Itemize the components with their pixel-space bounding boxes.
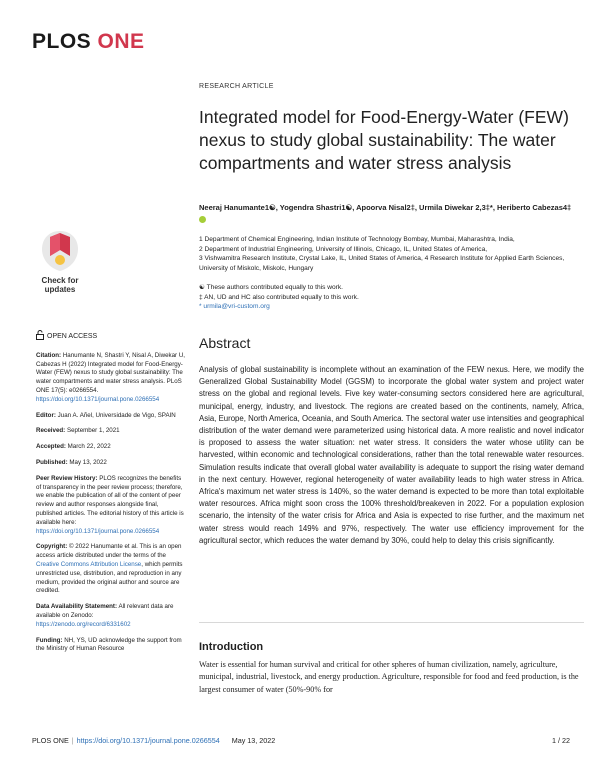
footer-left: PLOS ONE | https://doi.org/10.1371/journal.pone.0266554 May 13, 2022 (32, 736, 276, 745)
footer-doi-link[interactable]: https://doi.org/10.1371/journal.pone.0266554 (76, 736, 220, 745)
published-block (36, 459, 186, 468)
note-equal-contribution: ☯ These authors contributed equally to this work. (199, 284, 343, 291)
author-names: Neeraj Hanumante1☯, Yogendra Shastri1☯, Apoorva Nisal2‡, Urmila Diwekar 2,3‡*, Heriberto Cabezas4‡ (199, 203, 572, 212)
article-title: Integrated model for Food-Energy-Water (FEW) nexus to study global sustainability: The water compartments and water stress analysis (199, 107, 569, 173)
abstract-heading: Abstract (199, 335, 251, 351)
received-date: September 1, 2021 (66, 427, 120, 435)
orcid-icon[interactable] (199, 216, 206, 223)
footer-journal: PLOS ONE (32, 736, 69, 745)
data-availability-block (36, 603, 186, 629)
peer-review-block (36, 475, 186, 537)
citation-label: Citation: (36, 351, 62, 359)
citation-doi-link[interactable]: https://doi.org/10.1371/journal.pone.0266554 (36, 395, 160, 403)
check-for-updates-badge[interactable] (37, 228, 83, 294)
citation-block (36, 352, 186, 405)
section-divider (199, 622, 584, 623)
license-link[interactable]: Creative Commons Attribution License (36, 560, 142, 568)
received-label: Received: (36, 427, 66, 435)
accepted-date: March 22, 2022 (67, 443, 111, 451)
data-availability-text: All relevant data are available on Zenodo: (36, 603, 174, 619)
copyright-label: Copyright: (36, 543, 68, 551)
editor-block (36, 412, 186, 421)
check-updates-label: Check for updates (41, 276, 79, 294)
affiliation-3: 3 Vishwamitra Research Institute, Crystal Lake, IL, United States of America, 4 Research Institute for Applied Earth Sciences, University of Miskolc, Miskolc, Hungary (199, 255, 565, 272)
footer-page-number: 1 / 22 (552, 736, 570, 745)
check-updates-icon (37, 228, 83, 274)
peer-review-text: PLOS recognizes the benefits of transparency in the peer review process; therefore, we enable the publication of all of the content of peer review and author responses alongside final, published articles. The editorial history of this article is available here: (36, 474, 184, 526)
copyright-text-1: © 2022 Hanumante et al. This is an open access article distributed under the terms of the (36, 543, 182, 560)
note-also-contributed: ‡ AN, UD and HC also contributed equally to this work. (199, 293, 359, 301)
editor-text: Juan A. Añel, Universidade de Vigo, SPAIN (57, 411, 176, 419)
abstract-text: Analysis of global sustainability is incomplete without an examination of the FEW nexus. Here, we modify the Generalized Global Sustainability Model (GGSM) to incorporate the global water system and project water stress on the global and regional levels. Five key water-consuming sectors considered here are agricultural, municipal, energy, industry, and livestock. The regions are created based on the continents, namely, Africa, Asia, Europe, North America, Oceania, and South America. The sectoral water use intensities and geographical distribution of the water demand were parameterized using historical data. A more realistic and novel indicator is proposed to assess the water situation: net water stress. It considers the water whose utility can be harvested, within economic and technological considerations, rather than the total renewable water resources. Simulation results indicate that overall global water availability is adequate to support the rising water demand in the next century. However, regional heterogeneity of water availability leads to high water stress in Africa. Africa's maximum net water stress is 140%, so the water demand is expected to be more than total exploitable water resources. Africa might soon cross the 100% threshold/breakeven in 2022. For a population explosion scenario, the intensity of the water crisis for Africa and Asia is expected to rise further, and the maximum net water stress would reach 149% and 97%, respectively. The water use efficiency improvement for the agricultural sector, which reduces the water demand by 30%, could help to delay this crisis significantly. (199, 365, 584, 545)
funding-block (36, 637, 186, 655)
open-access-indicator (36, 330, 186, 344)
affiliations (199, 235, 584, 273)
accepted-block (36, 443, 186, 452)
published-label: Published: (36, 458, 68, 466)
data-availability-label: Data Availability Statement: (36, 603, 118, 611)
author-list (199, 202, 579, 224)
peer-review-label: Peer Review History: (36, 474, 98, 482)
affiliation-1: 1 Department of Chemical Engineering, Indian Institute of Technology Bombay, Mumbai, Maharashtra, India, (199, 236, 515, 243)
logo-plos: PLOS (32, 30, 92, 53)
zenodo-link[interactable]: https://zenodo.org/record/6331602 (36, 620, 131, 628)
editor-label: Editor: (36, 411, 56, 419)
published-date: May 13, 2022 (69, 458, 107, 466)
logo-one: ONE (97, 30, 145, 53)
author-notes (199, 283, 584, 312)
open-lock-icon (36, 330, 44, 344)
copyright-text-2: , which permits unrestricted use, distribution, and reproduction in any medium, provided the original author and source are credited. (36, 560, 183, 595)
affiliation-2: 2 Department of Industrial Engineering, University of Illinois, Chicago, IL, United States of America, (199, 245, 488, 253)
page-footer (32, 736, 570, 745)
open-access-label: OPEN ACCESS (47, 332, 98, 340)
funding-label: Funding: (36, 636, 63, 644)
copyright-block (36, 543, 186, 596)
article-type: RESEARCH ARTICLE (199, 83, 274, 90)
journal-logo[interactable] (32, 30, 145, 54)
peer-review-link[interactable]: https://doi.org/10.1371/journal.pone.0266554 (36, 527, 160, 535)
funding-text: NH, YS, UD acknowledge the support from the Ministry of Human Resource (36, 636, 182, 653)
footer-date: May 13, 2022 (231, 736, 276, 745)
article-metadata-sidebar (36, 330, 186, 661)
introduction-text: Water is essential for human survival and critical for other spheres of human civilization, namely, agriculture, municipal, industrial, livestock, and energy production. Agriculture, responsible for food and feed production, is the largest consumer of water (50%-90% for (199, 660, 579, 694)
accepted-label: Accepted: (36, 443, 66, 451)
corresponding-email[interactable]: * urmila@vri-custom.org (199, 303, 270, 311)
citation-text: Hanumante N, Shastri Y, Nisal A, Diwekar U, Cabezas H (2022) Integrated model for Food-Energy-Water (FEW) nexus to study global sustainability: The water compartments and water stress analysis. PLoS ONE 17(5): e0266554. (36, 351, 186, 394)
received-block (36, 427, 186, 436)
introduction-heading: Introduction (199, 641, 264, 653)
